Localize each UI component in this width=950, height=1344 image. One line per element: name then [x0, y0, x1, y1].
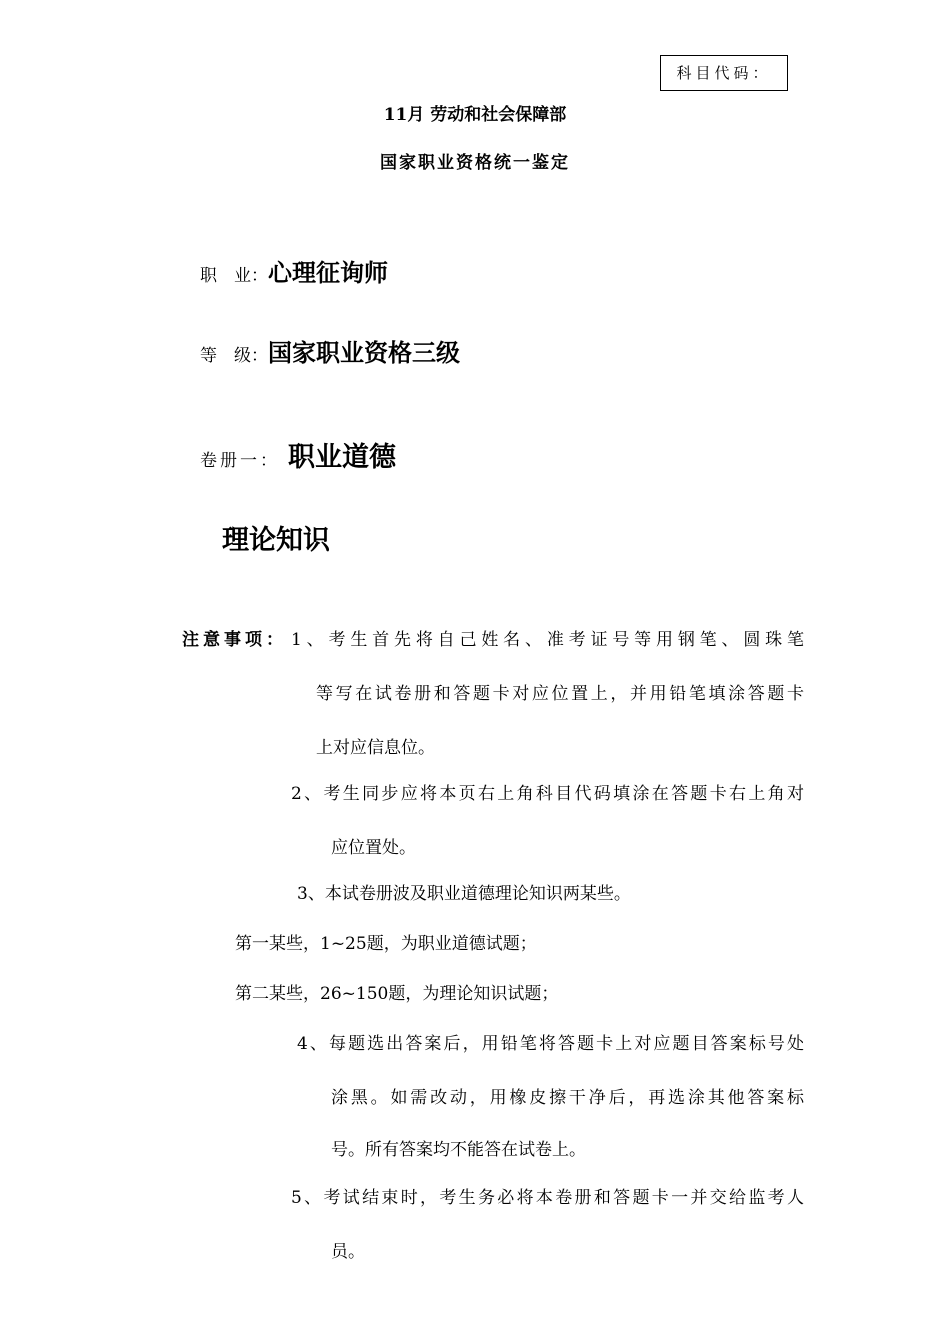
- subject-code-box: [660, 55, 788, 91]
- subtitle: 理论知识: [222, 525, 330, 556]
- notice-item-1-line-3: 上对应信息位。: [316, 738, 435, 758]
- volume-value: 职业道德: [288, 442, 396, 473]
- notice-item-4-line-3: 号。所有答案均不能答在试卷上。: [331, 1140, 586, 1160]
- notice-item-3-line-1: 3、本试卷册波及职业道德理论知识两某些。: [297, 884, 631, 904]
- header-line-1: 11月 劳动和社会保障部: [383, 105, 567, 125]
- notice-item-2-line-2: 应位置处。: [331, 838, 416, 858]
- notice-part-2: 第二某些，26~150题，为理论知识试题；: [235, 984, 559, 1004]
- level-value: 国家职业资格三级: [268, 339, 460, 367]
- notice-item-1-line-1: 1、考生首先将自己姓名、准考证号等用钢笔、圆珠笔: [291, 630, 804, 650]
- level-label: 等 级：: [200, 346, 268, 366]
- notice-item-5-line-2: 员。: [331, 1242, 365, 1262]
- header-line-2: 国家职业资格统一鉴定: [380, 153, 570, 173]
- notice-item-2-line-1: 2、考生同步应将本页右上角科目代码填涂在答题卡右上角对: [291, 784, 804, 804]
- subject-code-label: 科目代码：: [676, 64, 772, 82]
- notice-part-1: 第一某些，1~25题，为职业道德试题；: [235, 934, 537, 954]
- volume-row: [200, 441, 396, 476]
- notice-item-1-line-2: 等写在试卷册和答题卡对应位置上，并用铅笔填涂答题卡: [316, 684, 804, 704]
- notice-heading: 注意事项：: [182, 630, 287, 650]
- occupation-value: 心理征询师: [268, 259, 388, 287]
- notice-item-4-line-1: 4、每题选出答案后，用铅笔将答题卡上对应题目答案标号处: [297, 1034, 804, 1054]
- level-row: [200, 338, 460, 371]
- notice-item-5-line-1: 5、考试结束时，考生务必将本卷册和答题卡一并交给监考人: [291, 1188, 804, 1208]
- volume-label: 卷册一：: [200, 451, 280, 471]
- notice-item-4-line-2: 涂黑。如需改动，用橡皮擦干净后，再选涂其他答案标: [331, 1088, 804, 1108]
- occupation-label: 职 业：: [200, 266, 268, 286]
- occupation-row: [200, 258, 388, 291]
